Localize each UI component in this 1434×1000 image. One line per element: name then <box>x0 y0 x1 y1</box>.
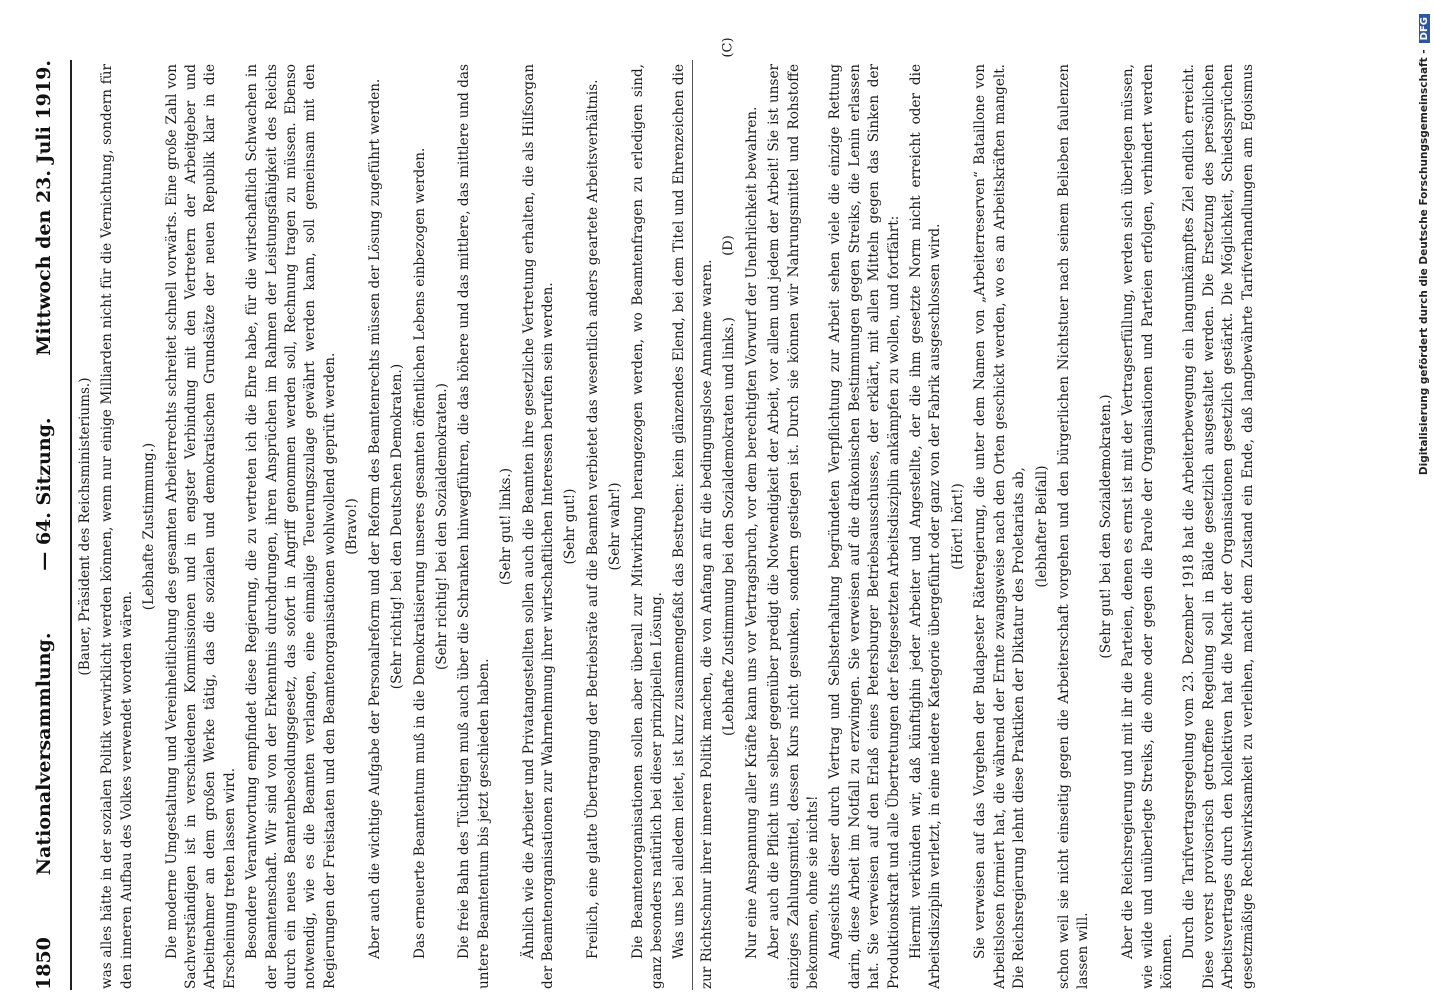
paragraph: Aber auch die Pflicht uns selber gegenüber predigt die Notwendigkeit der Arbeit, vor allem und jedem der Arbeit! Sie ist unser einziges Zahlungsmittel, dessen Kurs nicht gesunken, sondern gestiegen ist. Durch sie können wir Nahrungsmittel und Rohstoffe bekommen, ohne sie nichts! <box>766 64 822 989</box>
paragraph: Ähnlich wie die Arbeiter und Privatangestellten sollen auch die Beamten ihre gesetzliche Vertretung erhalten, die als Hilfsorgan der Beamtenorganisationen zur Wahrnehmung ihrer wirtschaftlichen Interessen berufen sein werden. <box>520 64 556 989</box>
left-text-column <box>76 64 688 989</box>
digitization-credit <box>1414 0 1434 1000</box>
paragraph: Die moderne Umgestaltung und Vereinheitlichung des gesamten Arbeiterrechts schreitet schnell vorwärts. Eine große Zahl von Sachverständigen ist in verschiedenen Kommissionen und in engster Verbindung mit den Vertretern der Arbeitgeber und Arbeitnehmer an dem großen Werke tätig, das die sozialen und demokratischen Grundsätze der neuen Republik klar in die Erscheinung treten lassen wird. <box>163 64 238 989</box>
interjection: (Sehr gut! links.) <box>498 467 515 586</box>
page-number: 1850 <box>33 937 55 990</box>
paragraph: Aber auch die wichtige Aufgabe der Personalreform und der Reform des Beamtenrechts müssen der Lösung zugeführt werden. <box>366 78 383 959</box>
interjection: (Bauer, Präsident des Reichsministeriums.) <box>77 377 93 676</box>
interjection: (Hört! hört!) <box>949 483 966 570</box>
header-session: — 64. Sitzung. <box>33 417 55 571</box>
interjection: (Sehr richtig! bei den Sozialdemokraten.) <box>433 383 450 670</box>
paragraph: Aber die Reichsregierung und mit ihr die Parteien, denen es ernst ist mit der Vertragserfüllung, werden sich überlegen müssen, wie wilde und unüberlegte Streiks, die ohne oder gegen die Parole der Organisationen und Parteien erfolgen, verhindert werden können. <box>1120 64 1175 989</box>
dfg-logo: DFG <box>1419 14 1430 43</box>
interjection: (Sehr wahr!) <box>607 482 624 571</box>
right-column-content <box>698 64 1258 989</box>
paragraph: Nur eine Anspannung aller Kräfte kann uns vor Vertragsbruch, vor dem berechtigten Vorwurf der Unehrlichkeit bewahren. <box>743 106 760 959</box>
paragraph: Angesichts dieser durch Vertrag und Selbsterhaltung begründeten Verpflichtung zur Arbeit sehen viele die einzige Rettung darin, diese Arbeit im Notfall zu erzwingen. Sie verweisen auf die drakonischen Bestimmungen gegen Streiks, die Lenin erlassen hat. Sie verweisen auf den Erlaß eines Petersburger Betriebsausschusses, der erklärt, mit allen Mitteln gegen das Sinken der Produktionskraft und alle Übertretungen der festgesetzten Arbeitsdisziplin ankämpfen zu wollen, und fortfährt: <box>827 64 902 989</box>
paragraph: Sie verweisen auf das Vorgehen der Budapester Räteregierung, die unter dem Namen von „Arbeiterreserven“ Bataillone von Arbeitslosen formiert hat, die während der Ernte zwangsweise nach den Orten geschickt werden, wo es an Arbeitskräften mangelt. Die Reichsregierung lehnt diese Praktiken der Diktatur des Proletariats ab, <box>972 64 1028 989</box>
paragraph: Das erneuerte Beamtentum muß in die Demokratisierung unseres gesamten öffentlichen Lebens einbezogen werden. <box>411 147 428 959</box>
interjection: (Sehr richtig! bei den Deutschen Demokraten.) <box>389 363 406 690</box>
header-assembly: Nationalversammlung. <box>33 632 55 876</box>
running-header <box>14 60 74 990</box>
header-rule <box>70 60 72 990</box>
paragraph: Besondere Verantwortung empfindet diese Regierung, die zu vertreten ich die Ehre habe, für die wirtschaftlich Schwachen in der Beamtenschaft. Wir sind von der Erkenntnis durchdrungen, ihren Ansprüchen im Rahmen der Leistungsfähigkeit des Reichs durch ein neues Beamtenbesoldungsgesetz, das sofort in Angriff genommen werden soll, Rechnung tragen zu müssen. Ebenso notwendig, wie es die Beamten verlangen, eine einmalige Teuerungszulage gewährt werden kann, soll gemeinsam mit den Regierungen der Freistaaten und den Beamtenorganisationen wohlwollend geprüft werden. <box>244 64 338 989</box>
paragraph: Die freie Bahn des Tüchtigen muß auch über die Schranken hinwegführen, die das höhere und das mittlere, das mittlere und das untere Beamtentum bis jetzt geschieden haben. <box>456 64 492 989</box>
paragraph: was alles hätte in der sozialen Politik verwirklicht werden können, wenn nur einige Milliarden nicht für die Vernichtung, sondern für den inneren Aufbau des Volkes verwendet worden wären. <box>99 64 135 989</box>
margin-mark-d: (D) <box>720 235 736 256</box>
paragraph: schon weil sie nicht einseitig gegen die Arbeiterschaft vorgehen und den bürgerlichen Nichtstuer nach seinem Belieben faulenzen lassen will. <box>1055 64 1092 989</box>
right-text-column <box>698 64 1258 989</box>
paragraph: Durch die Tarifvertragsregelung vom 23. Dezember 1918 hat die Arbeiterbewegung ein langumkämpftes Ziel endlich erreicht. Diese vorerst provisorisch getroffene Regelung soll in Bälde gesetzlich ausgestaltet werden. Die Ersetzung des persönlichen Arbeitsvertrages durch den kollektiven hat die Macht der Organisationen gesetzlich gestärkt. Die Möglichkeit, Schiedssprüchen gesetzmäßige Rechtswirksamkeit zu verleihen, macht dem Zustand ein Ende, daß langbewährte Tarifverhandlungen am Egoismus <box>1181 64 1256 989</box>
interjection: (Bravo!) <box>344 498 361 555</box>
header-date: Mittwoch den 23. Juli 1919. <box>33 60 55 356</box>
paragraph: Die Beamtenorganisationen sollen aber überall zur Mitwirkung herangezogen werden, wo Beamtenfragen zu erledigen sind, ganz besonders natürlich bei dieser prinzipiellen Lösung. <box>629 64 665 989</box>
paragraph: zur Richtschnur ihrer inneren Politik machen, die von Anfang an für die bedingungslose Annahme waren. <box>699 259 715 989</box>
interjection: (Lebhafte Zustimmung bei den Sozialdemokraten und links.) <box>721 317 738 736</box>
interjection: (Sehr gut! bei den Sozialdemokraten.) <box>1097 394 1114 659</box>
interjection: (Sehr gut!) <box>562 488 579 565</box>
paragraph: Hiermit verkünden wir, daß künftighin jeder Arbeiter und Angestellte, der die ihm gesetzte Norm nicht erreicht oder die Arbeitsdisziplin verletzt, in eine niedere Kategorie übergeführt oder ganz von der Fabrik ausgeschlossen wird. <box>908 64 944 989</box>
left-column-content <box>76 64 688 989</box>
interjection: (lebhafter Beifall) <box>1033 465 1050 588</box>
paragraph: Was uns bei alledem leitet, ist kurz zusammengefaßt das Bestreben: kein glänzendes Elend, bei dem Titel und Ehrenzeichen die <box>671 64 688 959</box>
column-divider <box>692 60 693 990</box>
paragraph: Freilich, eine glatte Übertragung der Betriebsräte auf die Beamten verbietet das wesentlich anders geartete Arbeitsverhältnis. <box>584 79 601 959</box>
credit-text: Digitalisierung gefördert durch die Deutsche Forschungsgemeinschaft - <box>1418 49 1430 476</box>
interjection: (Lebhafte Zustimmung.) <box>141 442 158 611</box>
margin-mark-c: (C) <box>720 37 736 58</box>
